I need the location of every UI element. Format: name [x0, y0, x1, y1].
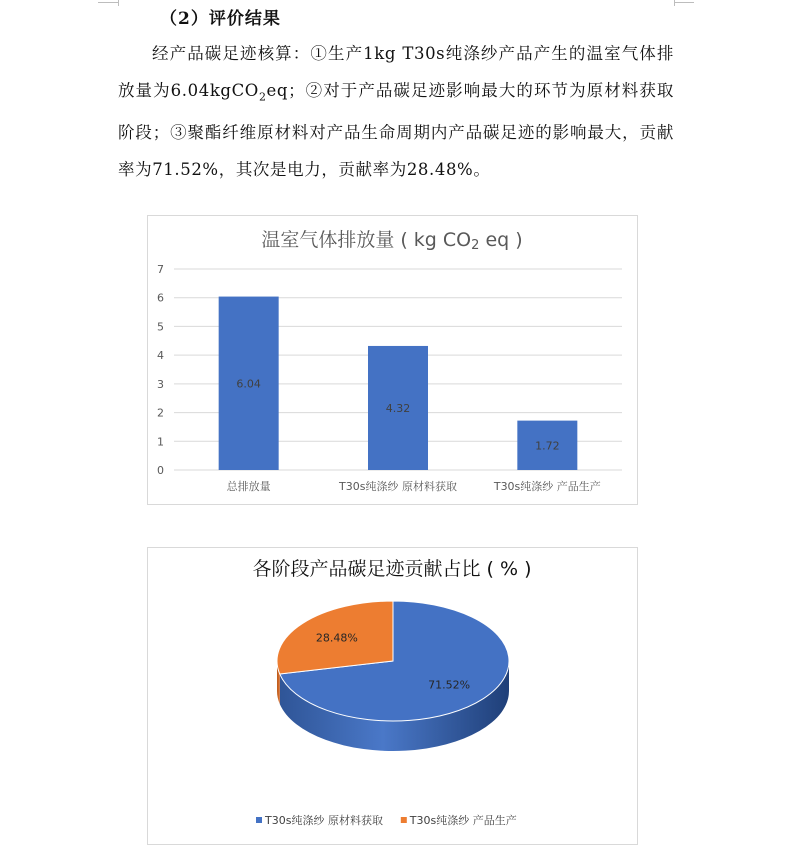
- pie-chart-svg: [148, 548, 637, 844]
- legend-swatch: [256, 817, 262, 823]
- crop-mark-left: [98, 2, 118, 5]
- bar-y-tick-label: 7: [157, 263, 164, 276]
- crop-mark-left-vertical: [118, 0, 119, 6]
- section-heading: （2）评价结果: [160, 9, 281, 29]
- bar-y-tick-label: 0: [157, 464, 164, 477]
- bar-y-tick-label: 4: [157, 349, 164, 363]
- pie-chart-title: 各阶段产品碳足迹贡献占比 ( % ): [252, 558, 532, 580]
- legend-label: T30s纯涤纱 原材料获取: [265, 814, 383, 827]
- pie-data-label: 28.48%: [315, 631, 358, 645]
- crop-mark-right-vertical: [674, 0, 675, 6]
- bar-data-label: 4.32: [385, 401, 411, 415]
- contribution-pie-chart: [147, 547, 638, 845]
- bar-title-main: 温室气体排放量 ( kg CO: [261, 229, 472, 251]
- legend-swatch: [401, 817, 407, 823]
- bar-y-axis-ticks: [157, 263, 164, 477]
- bar-category-label: T30s纯涤纱 产品生产: [493, 480, 601, 493]
- paragraph-text-1: 经产品碳足迹核算：①生产1kg T30s纯涤纱产品产生的温室气体排放量为6.04kgCO: [118, 44, 674, 100]
- bar-data-label: 1.72: [535, 439, 560, 453]
- legend-label: T30s纯涤纱 产品生产: [409, 814, 517, 827]
- bar-data-label: 6.04: [236, 377, 261, 391]
- crop-mark-right: [674, 2, 694, 5]
- bar-title-sub: 2: [471, 238, 480, 253]
- paragraph-text-2: eq；②对于产品碳足迹影响最大的环节为原材料获取阶段；③聚酯纤维原材料对产品生命周期内产品碳足迹的影响最大，贡献率为71.52%，其次是电力，贡献率为28.48%。: [118, 80, 674, 179]
- bar-chart-title: [261, 229, 522, 253]
- bar-y-tick-label: 2: [157, 406, 164, 420]
- bar-category-label: 总排放量: [226, 480, 271, 493]
- pie-slices: [277, 601, 509, 751]
- bar-category-label: T30s纯涤纱 原材料获取: [339, 480, 457, 493]
- pie-data-label: 71.52%: [428, 678, 471, 692]
- bar-y-tick-label: 1: [157, 435, 164, 449]
- bar-y-tick-label: 6: [157, 291, 164, 305]
- pie-legend: [256, 813, 517, 827]
- bar-x-axis-labels: [227, 479, 601, 493]
- bar-y-tick-label: 3: [157, 377, 164, 391]
- bar-title-end: eq ): [479, 229, 523, 251]
- result-paragraph: [118, 36, 674, 188]
- emission-bar-chart: [147, 215, 638, 505]
- bar-series: [219, 297, 578, 470]
- bar-y-tick-label: 5: [157, 320, 164, 334]
- bar-chart-svg: [148, 216, 637, 504]
- paragraph-subscript: 2: [258, 89, 267, 103]
